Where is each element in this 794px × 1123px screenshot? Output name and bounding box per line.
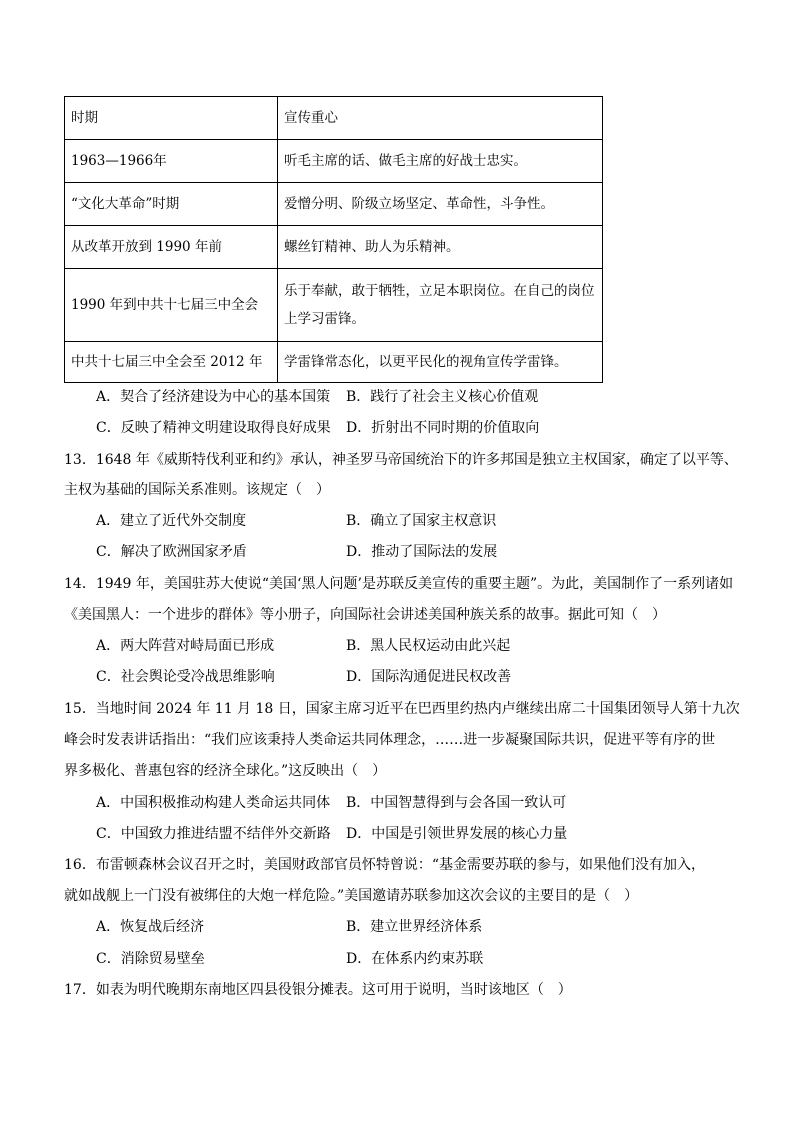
table-cell-focus: 乐于奉献，敢于牺牲，立足本职岗位。在自己的岗位上学习雷锋。: [278, 269, 603, 342]
q14-option-d: D．国际沟通促进民权改善: [346, 669, 512, 685]
q13-option-b: B．确立了国家主权意识: [346, 513, 497, 529]
table-cell-period: “文化大革命”时期: [65, 183, 278, 226]
q16-stem-line-1: 16．布雷顿森林会议召开之时，美国财政部官员怀特曾说：“基金需要苏联的参与，如果他们没有加入，: [64, 857, 705, 873]
q13-option-a: A．建立了近代外交制度: [96, 513, 247, 529]
table-cell-period: 1990 年到中共十七届三中全会: [65, 269, 278, 342]
table-row: [65, 269, 603, 342]
table-row: [65, 183, 603, 226]
q12-option-d: D．折射出不同时期的价值取向: [346, 420, 540, 436]
q13-stem-line-2: 主权为基础的国际关系准则。该规定（ ）: [64, 482, 330, 498]
q15-option-d: D．中国是引领世界发展的核心力量: [346, 826, 568, 842]
q13-stem-line-1: 13．1648 年《威斯特伐利亚和约》承认，神圣罗马帝国统治下的许多邦国是独立主权国家，确定了以平等、: [64, 452, 738, 468]
table-cell-period: 1963—1966年: [65, 140, 278, 183]
q15-stem-line-1: 15．当地时间 2024 年 11 月 18 日，国家主席习近平在巴西里约热内卢继续出席二十国集团领导人第十九次: [64, 701, 740, 717]
table-row: [65, 342, 603, 383]
table-row: [65, 140, 603, 183]
q17-stem-line-1: 17．如表为明代晚期东南地区四县役银分摊表。这可用于说明，当时该地区（ ）: [64, 982, 572, 998]
table-row: [65, 226, 603, 269]
q14-stem-line-2: 《美国黑人：一个进步的群体》等小册子，向国际社会讲述美国种族关系的故事。据此可知（ ）: [64, 607, 666, 623]
table-cell-focus: 学雷锋常态化，以更平民化的视角宣传学雷锋。: [278, 342, 603, 383]
propaganda-table: [64, 96, 603, 383]
table-cell-period: 中共十七届三中全会至 2012 年: [65, 342, 278, 383]
q12-option-a: A．契合了经济建设为中心的基本国策: [96, 389, 331, 405]
table-header-cell: 时期: [65, 97, 278, 140]
q16-option-b: B．建立世界经济体系: [346, 919, 483, 935]
q14-option-c: C．社会舆论受冷战思维影响: [96, 669, 275, 685]
q13-option-d: D．推动了国际法的发展: [346, 544, 498, 560]
q12-option-b: B．践行了社会主义核心价值观: [346, 389, 539, 405]
table-header-cell: 宣传重心: [278, 97, 603, 140]
q14-option-a: A．两大阵营对峙局面已形成: [96, 638, 275, 654]
q16-option-a: A．恢复战后经济: [96, 919, 205, 935]
q15-option-c: C．中国致力推进结盟不结伴外交新路: [96, 826, 331, 842]
q14-option-b: B．黑人民权运动由此兴起: [346, 638, 511, 654]
q15-stem-line-2: 峰会时发表讲话指出：“我们应该秉持人类命运共同体理念，……进一步凝聚国际共识，促进平等有序的世: [64, 732, 716, 748]
q15-option-b: B．中国智慧得到与会各国一致认可: [346, 795, 567, 811]
q12-option-c: C．反映了精神文明建设取得良好成果: [96, 420, 331, 436]
q16-option-d: D．在体系内约束苏联: [346, 951, 484, 967]
table-cell-focus: 螺丝钉精神、助人为乐精神。: [278, 226, 603, 269]
table-cell-focus: 爱憎分明、阶级立场坚定、革命性，斗争性。: [278, 183, 603, 226]
table-cell-period: 从改革开放到 1990 年前: [65, 226, 278, 269]
q14-stem-line-1: 14．1949 年，美国驻苏大使说“美国‘黑人问题’是苏联反美宣传的重要主题”。为此，美国制作了一系列诸如: [64, 576, 734, 592]
q15-stem-line-3: 界多极化、普惠包容的经济全球化。”这反映出（ ）: [64, 763, 387, 779]
table-cell-focus: 听毛主席的话、做毛主席的好战士忠实。: [278, 140, 603, 183]
q16-option-c: C．消除贸易壁垒: [96, 951, 205, 967]
q16-stem-line-2: 就如战舰上一门没有被绑住的大炮一样危险。”美国邀请苏联参加这次会议的主要目的是（ ）: [64, 888, 639, 904]
table-header-row: [65, 97, 603, 140]
q15-option-a: A．中国积极推动构建人类命运共同体: [96, 795, 331, 811]
q13-option-c: C．解决了欧洲国家矛盾: [96, 544, 247, 560]
